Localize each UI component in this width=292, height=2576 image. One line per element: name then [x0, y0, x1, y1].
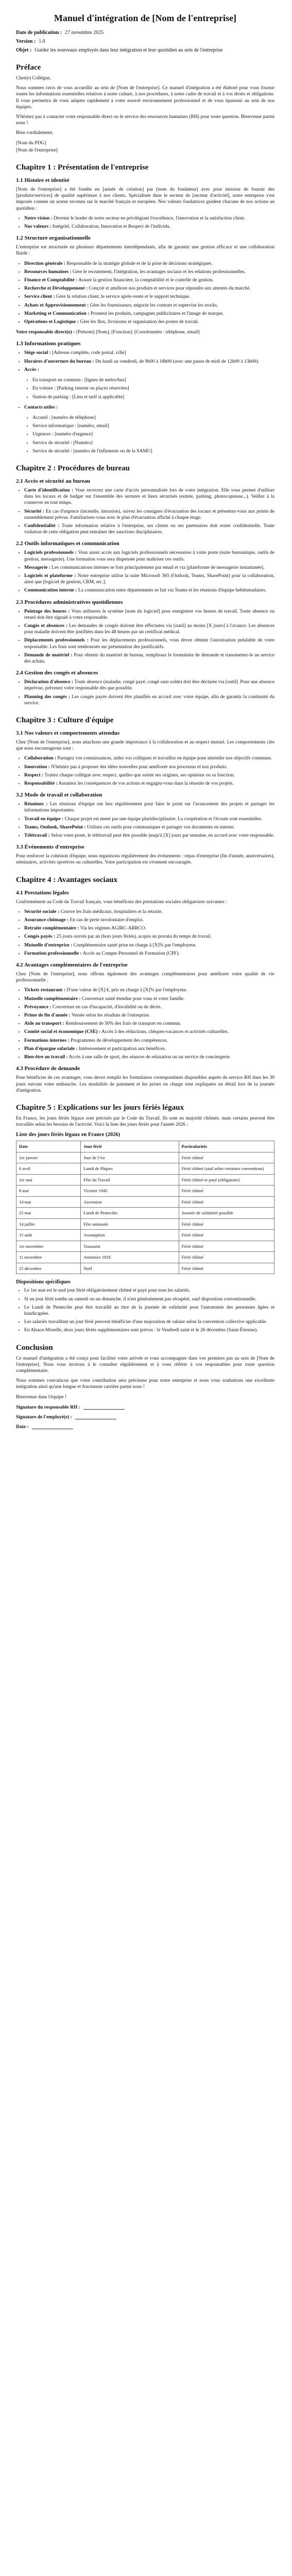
bullet-list — [16, 350, 274, 373]
list-item — [24, 934, 274, 940]
table-cell: 14 mai — [16, 1196, 81, 1208]
list-item: • Les salariés travaillant un jour férié peuvent bénéficier d'une majoration de salaire selon la convention collective applicable. — [24, 1319, 274, 1325]
section-paragraph: En France, les jours fériés légaux sont précisés par le Code du Travail. Ils sont en majorité chômés, mais certains peuvent être travaillés selon les besoins de l'activité. Voici la liste des jours fériés pour l'année 2026 : — [16, 1115, 274, 1128]
table-row — [16, 1263, 274, 1274]
table-cell: Armistice 1918 — [81, 1252, 179, 1263]
table-cell: Journée de solidarité possible — [179, 1208, 274, 1219]
meta-value: 1.0 — [39, 39, 45, 44]
table-body — [16, 1152, 274, 1274]
list-item — [24, 925, 274, 931]
section-heading: 1.2 Structure organisationnelle — [16, 235, 91, 242]
list-item-label: Ressources humaines : — [24, 269, 72, 275]
list-item — [24, 350, 274, 356]
list-item-text: Conçoit et améliore nos produits et services pour répondre aux attentes du marché. — [89, 286, 251, 292]
list-item-text: Gère les flux, livraisons et organisation des postes de travail. — [80, 319, 199, 325]
list-item-text: Couverture en cas d'incapacité, d'invalidité ou de décès. — [52, 1004, 162, 1010]
table-cell: Férié chômé — [179, 1218, 274, 1230]
section-heading: 3.3 Événements d'entreprise — [16, 844, 84, 851]
list-item-text: Couverture santé étendue pour vous et votre famille. — [81, 996, 185, 1002]
list-item — [24, 694, 274, 706]
list-item-text: Les congés payés doivent être planifiés en accord avec votre équipe, afin de garantir la continuité du service. — [24, 694, 274, 706]
list-item — [24, 917, 274, 923]
section-heading: 3.1 Nos valeurs et comportements attendus — [16, 730, 120, 736]
bullet-list — [16, 1287, 274, 1333]
table-header-cell: Jour férié — [81, 1141, 179, 1153]
signature-label: Signature de l'employé(e) : — [16, 1414, 72, 1420]
list-item-text: Gère les fournisseurs, négocie les contrats et supervise les stocks. — [90, 302, 218, 308]
list-item — [24, 302, 274, 309]
list-item — [24, 942, 274, 948]
table-cell: Férié chômé — [179, 1152, 274, 1163]
list-item-label: Siège social : — [24, 350, 51, 356]
list-item: • Service informatique : [numéro, email] — [32, 423, 274, 429]
table-cell: Jour de l'An — [81, 1152, 179, 1163]
table-header-cell: Date — [16, 1141, 81, 1153]
list-item: • Service de sécurité : [Numéro] — [32, 440, 274, 446]
table-cell: 1er janvier — [16, 1152, 81, 1163]
section-heading: 2.3 Procédures administratives quotidiennes — [16, 599, 123, 605]
list-item-label: Planning des congés : — [24, 694, 71, 700]
list-item-label: Collaboration : — [24, 756, 57, 761]
list-item-label: Demande de matériel : — [24, 652, 73, 658]
section-paragraph: Chez [Nom de l'entreprise], nous attachons une grande importance à la collaboration et au respect mutuel. Les comportements clés que nous encourageons sont : — [16, 740, 274, 752]
list-item-text: D'une valeur de [X] €, pris en charge à [X]% par l'employeur. — [66, 988, 187, 993]
signature-line — [16, 1423, 274, 1431]
bullet-list — [16, 487, 274, 535]
bullet-list — [16, 215, 274, 230]
table-cell: Fête nationale — [81, 1218, 179, 1230]
bullet-list — [16, 679, 274, 706]
table-cell: Férié chômé — [179, 1185, 274, 1197]
list-item-text: Gère la relation client, le service après-vente et le support technique. — [56, 294, 191, 300]
section-paragraph: Chez [Nom de l'entreprise], nous offrons également des avantages complémentaires pour améliorer votre qualité de vie professionnelle : — [16, 972, 274, 984]
list-item-text: Intéressement et participation aux bénéfices. — [79, 1046, 166, 1052]
section-heading: 4.2 Avantages complémentaires de l'entreprise — [16, 962, 128, 969]
bullet-list — [16, 608, 274, 665]
list-item-label: Déplacements professionnels : — [24, 638, 89, 643]
list-item-text: Accès à une salle de sport, des séances de relaxation ou un service de conciergerie. — [68, 1055, 231, 1060]
table-row — [16, 1163, 274, 1175]
list-item-label: Direction générale : — [24, 261, 66, 266]
list-item-text: Notre entreprise utilise la suite Microsoft 365 (Outlook, Teams, SharePoint) pour la collaboration, ainsi que [logiciel de gestion, CRM, etc.]. — [24, 573, 275, 585]
table-cell: 11 novembre — [16, 1252, 81, 1263]
list-item-label: Horaires d'ouverture du bureau : — [24, 359, 94, 364]
list-item-label: Finance et Comptabilité : — [24, 278, 78, 283]
list-item-text: Toute absence (maladie, congé payé, congé sans solde) doit être déclarée via [outil]. Pour une absence imprévue, prévenez votre responsable dès que possible. — [24, 680, 274, 691]
list-item — [24, 909, 274, 915]
meta-row — [16, 30, 274, 36]
list-item — [24, 311, 274, 317]
meta-label: Objet : — [16, 47, 32, 53]
table-cell: Noël — [81, 1263, 179, 1274]
list-item-label: Recherche et Développement : — [24, 286, 88, 292]
list-item-text: Utilisez ces outils pour communiquer et partager vos documents en interne. — [87, 824, 235, 830]
table-row — [16, 1174, 274, 1185]
section-paragraph: Pour bénéficier de ces avantages, vous devez remplir les formulaires correspondants disponibles auprès du service RH dans les 30 jours suivant votre embauche. Les modalités de paiement et les prises en charge sont expliquées en détail lors de la journée d'intégration. — [16, 1075, 274, 1093]
table-row — [16, 1252, 274, 1263]
list-item-label: Respect : — [24, 772, 44, 778]
list-item-text: Accès à des réductions, chèques-vacances et activités culturelles. — [101, 1029, 229, 1035]
list-item — [24, 764, 274, 770]
preface-signer: [Nom du PDG] — [16, 140, 46, 146]
list-item-text: Pour obtenir du matériel de bureau, remplissez le formulaire de demande et transmettez-le au service des achats. — [24, 652, 274, 664]
table-cell: 1er novembre — [16, 1241, 81, 1252]
meta-label: Date de publication : — [16, 30, 62, 36]
list-item-label: Plan d'épargne salariale : — [24, 1046, 78, 1052]
preface-signer-role: [Nom de l'entreprise] — [16, 147, 58, 153]
list-item-label: Formations internes : — [24, 1038, 70, 1043]
section-heading: 4.1 Prestations légales — [16, 889, 69, 896]
table-cell: Lundi de Pâques — [81, 1163, 179, 1175]
list-item — [24, 1029, 274, 1035]
list-item-text: En cas de perte involontaire d'emploi. — [70, 918, 144, 923]
list-item — [24, 679, 274, 691]
list-item-label: Sécurité : — [24, 509, 45, 514]
conclusion-heading: Conclusion — [16, 1343, 53, 1352]
list-item-label: Notre vision : — [24, 215, 53, 221]
director-value: [Prénom] [Nom], [Fonction]. [Coordonnées : téléphone, email] — [76, 330, 200, 335]
signature-rule — [75, 1414, 116, 1419]
list-item — [24, 269, 274, 275]
preface-paragraph: N'hésitez pas à contacter votre responsable direct ou le service des ressources humaines (RH) pour toute question. Bienvenue parmi nous ! — [16, 114, 274, 126]
sub-bullet-list — [16, 415, 274, 454]
document-meta — [16, 30, 274, 54]
table-cell: 15 août — [16, 1230, 81, 1241]
list-item-text: Complémentaire santé prise en charge à [X]% par l'employeur. — [73, 942, 197, 948]
section-heading: 2.1 Accès et sécurité au bureau — [16, 478, 90, 484]
list-item — [24, 951, 274, 957]
table-row — [16, 1185, 274, 1197]
list-item — [24, 573, 274, 585]
conclusion-paragraph: Nous sommes convaincus que votre contribution sera précieuse pour notre entreprise et nous vous souhaitons une excellente intégration ainsi qu'une longue et fructueuse carrière parmi nous ! — [16, 1378, 274, 1390]
holidays-table — [16, 1141, 274, 1274]
list-item — [24, 294, 274, 300]
table-cell: Férié chômé — [179, 1241, 274, 1252]
signature-line — [16, 1404, 274, 1411]
list-item-label: Accès : — [24, 367, 39, 372]
list-item: • Le Lundi de Pentecôte peut être travaillé au titre de la journée de solidarité pour l'autonomie des personnes âgées et handicapées. — [24, 1304, 274, 1317]
list-item-text: Vous utiliserez le système [nom du logiciel] pour enregistrer vos heures de travail. Toute absence ou retard doit être signalé à votre responsable. — [24, 608, 274, 620]
list-item-text: Remboursement de 50% des frais de transport en commun. — [65, 1021, 181, 1027]
signature-label: Date : — [16, 1424, 29, 1430]
list-item — [24, 623, 274, 635]
table-cell: Toussaint — [81, 1241, 179, 1252]
document-title: Manuel d'intégration de [Nom de l'entreprise] — [54, 13, 237, 23]
bullet-list — [16, 755, 274, 787]
signature-rule — [83, 1404, 125, 1410]
list-item-label: Messagerie : — [24, 565, 50, 570]
list-item — [24, 996, 274, 1002]
list-item — [24, 833, 274, 839]
table-title: Liste des jours fériés légaux en France (2026) — [16, 1132, 121, 1138]
table-header-row — [16, 1141, 274, 1153]
list-item: • Le 1er mai est le seul jour férié obligatoirement chômé et payé pour tous les salariés. — [24, 1287, 274, 1294]
list-item — [24, 509, 274, 521]
signature-block — [16, 1404, 274, 1431]
list-item-text: En cas d'urgence (incendie, intrusion), suivez les consignes d'évacuation des locaux et présentez-vous aux points de rassemblement prévus. Familiarisez-vous avec le plan d'évacuation affiché à chaque étage. — [24, 509, 274, 520]
list-item-text: N'hésitez pas à proposer des idées nouvelles pour améliorer nos processus et nos produits. — [51, 764, 228, 770]
list-item-label: Télétravail : — [24, 833, 50, 839]
section-paragraph: Conformément au Code du Travail français, vous bénéficiez des prestations sociales obligatoires suivantes : — [16, 899, 227, 905]
table-cell: Férié chômé — [179, 1230, 274, 1241]
subsection-heading: Dispositions spécifiques — [16, 1279, 71, 1285]
table-cell: Lundi de Pentecôte — [81, 1208, 179, 1219]
preface-salutation: Cher(e) Collègue, — [16, 76, 51, 81]
section-paragraph: [Nom de l'entreprise] a été fondée en [année de création] par [nom du fondateur] avec pour mission de fournir des [produits/services] de qualité supérieure à nos clients. Spécialisée dans le secteur de [secteur d'activité], notre entreprise s'est imposée comme un acteur reconnu sur le marché français et européen. Nos valeurs fondatrices guident chacune de nos actions au quotidien : — [16, 187, 274, 211]
table-header-cell: Particularités — [179, 1141, 274, 1153]
table-cell: 1er mai — [16, 1174, 81, 1185]
list-item: • En transport en commun : [lignes de métro/bus] — [32, 377, 274, 383]
meta-value: 27 novembre 2025 — [65, 30, 104, 36]
list-item-label: Service client : — [24, 294, 55, 300]
list-item-label: Formation professionnelle : — [24, 951, 82, 956]
list-item-label: Mutuelle complémentaire : — [24, 996, 81, 1002]
list-item — [24, 637, 274, 650]
preface-heading: Préface — [16, 63, 41, 72]
list-item — [24, 224, 274, 230]
list-item-label: Prévoyance : — [24, 1004, 51, 1010]
list-item: • Urgences : [numéro d'urgence] — [32, 431, 274, 437]
bullet-list — [16, 801, 274, 839]
list-item — [24, 824, 274, 831]
list-item-text: [Adresse complète, code postal, ville] — [52, 350, 126, 356]
document-page — [0, 13, 292, 1431]
list-item-label: Contacts utiles : — [24, 404, 58, 410]
table-cell: 8 mai — [16, 1185, 81, 1197]
list-item — [24, 608, 274, 621]
list-item: • Station de parking : [Lieu et tarif si applicable] — [32, 394, 274, 400]
list-item-label: Aide au transport : — [24, 1021, 64, 1027]
list-item — [24, 587, 274, 594]
table-cell: 14 juillet — [16, 1218, 81, 1230]
table-row — [16, 1241, 274, 1252]
bullet-list — [16, 404, 274, 411]
meta-row — [16, 39, 274, 45]
list-item-text: Programmes de développement des compétences. — [70, 1038, 168, 1043]
list-item — [24, 523, 274, 535]
list-item-text: Toute information relative à l'entreprise, ses clients ou ses partenaires doit rester confidentielle. Toute violation de cette obligation peut entraîner des sanctions disciplinaires. — [24, 523, 274, 535]
list-item-text: Selon votre poste, le télétravail peut être possible jusqu'à [X] jours par semaine, en accord avec votre responsable. — [51, 833, 274, 839]
bullet-list — [16, 987, 274, 1060]
section-paragraph: Pour renforcer la cohésion d'équipe, nous organisons régulièrement des événements : repas d'entreprise (fin d'année, anniversaires), séminaires, activités sportives ou culturelles. Votre participation est vivement encouragée. — [16, 854, 274, 866]
list-item-label: Opérations et Logistique : — [24, 319, 79, 325]
list-item-label: Congés payés : — [24, 934, 56, 940]
list-item-label: Pointage des heures : — [24, 608, 70, 614]
section-heading: 2.2 Outils informatiques et communication — [16, 540, 119, 547]
list-item — [24, 652, 274, 665]
list-item: • Accueil : [numéro de téléphone] — [32, 415, 274, 421]
table-row — [16, 1152, 274, 1163]
list-item-text: Couvre les frais médicaux, hospitaliers et la retraite. — [60, 909, 163, 914]
list-item-text: Intégrité, Collaboration, Innovation et Respect de l'individu. — [53, 224, 171, 230]
section-heading: 2.4 Gestion des congés et absences — [16, 670, 98, 676]
director-label: Votre responsable direct(e) : — [16, 330, 75, 335]
list-item-label: Responsabilité : — [24, 781, 58, 787]
list-item-label: Marketing et Communication : — [24, 311, 90, 316]
list-item — [24, 1046, 274, 1052]
list-item — [24, 781, 274, 787]
list-item — [24, 404, 274, 411]
list-item-text: Accès au Compte Personnel de Formation (CPF). — [82, 951, 180, 956]
table-cell: Victoire 1945 — [81, 1185, 179, 1197]
list-item-label: Carte d'identification : — [24, 487, 74, 493]
sub-bullet-list — [16, 377, 274, 400]
table-row — [16, 1230, 274, 1241]
signature-label: Signature du responsable RH : — [16, 1404, 80, 1410]
list-item-text: Vous recevrez une carte d'accès personnalisée lors de votre intégration. Elle vous permet d'utiliser dans les locaux et de badger sur l'ensemble des serrures et lieux sécurisés (entrée, parking, photocopieuse...). Veillez à la conserver en tout temps. — [24, 487, 274, 506]
list-item — [24, 1012, 274, 1019]
list-item-label: Innovation : — [24, 764, 50, 770]
list-item-label: Travail en équipe : — [24, 816, 64, 822]
chapter-heading: Chapitre 5 : Explications sur les jours fériés légaux — [16, 1103, 184, 1112]
section-paragraph: L'entreprise est structurée en plusieurs départements interdépendants, afin de garantir une gestion efficace et une collaboration fluide : — [16, 245, 274, 257]
list-item-text: Devenir le leader de notre secteur en privilégiant l'excellence, l'innovation et la satisfaction client. — [54, 215, 246, 221]
list-item — [24, 367, 274, 373]
list-item-label: Communication interne : — [24, 588, 77, 594]
table-cell: Ascension — [81, 1196, 179, 1208]
table-cell: Fête du Travail — [81, 1174, 179, 1185]
list-item — [24, 987, 274, 993]
meta-row — [16, 47, 274, 54]
director-line — [16, 329, 274, 335]
list-item-label: Déclaration d'absence : — [24, 680, 74, 685]
list-item — [24, 285, 274, 292]
list-item-text: Les communications internes se font principalement par email et via [plateforme de messagerie instantanée]. — [51, 565, 265, 570]
list-item-label: Réunions : — [24, 802, 48, 807]
table-cell: Férié chômé — [179, 1263, 274, 1274]
list-item-label: Prime de fin d'année : — [24, 1013, 71, 1019]
list-item-text: Traitez chaque collègue avec respect, quelles que soient ses origines, ses opinions ou sa fonction. — [44, 772, 235, 778]
bullet-list — [16, 261, 274, 326]
list-item-text: Via les régimes AGIRC-ARRCO. — [80, 926, 146, 931]
table-cell: Férié chômé — [179, 1252, 274, 1263]
table-cell: Férié chômé (sauf selon certaines conventions) — [179, 1163, 274, 1175]
list-item-label: Sécurité sociale : — [24, 909, 60, 914]
list-item-label: Assurance chômage : — [24, 918, 69, 923]
list-item-label: Logiciels professionnels : — [24, 550, 77, 556]
table-row — [16, 1196, 274, 1208]
list-item — [24, 487, 274, 506]
list-item-label: Achats et Approvisionnement : — [24, 302, 89, 308]
table-cell: 6 avril — [16, 1163, 81, 1175]
preface-signoff: Bien cordialement, — [16, 130, 54, 136]
chapter-heading: Chapitre 4 : Avantages sociaux — [16, 875, 117, 884]
list-item-text: Pour les déplacements professionnels, vous devez obtenir l'autorisation préalable de votre responsable. Les frais sont remboursés sur présentation des justificatifs. — [24, 638, 275, 650]
bullet-list — [16, 909, 274, 957]
list-item — [24, 359, 274, 365]
section-heading: 1.3 Informations pratiques — [16, 341, 81, 347]
list-item — [24, 215, 274, 222]
list-item-label: Logiciels et plateforme : — [24, 573, 76, 579]
section-heading: 3.2 Mode de travail et collaboration — [16, 792, 102, 799]
table-row — [16, 1208, 274, 1219]
bullet-list — [16, 550, 274, 594]
chapter-heading: Chapitre 2 : Procédures de bureau — [16, 464, 130, 472]
table-cell: Férié chômé — [179, 1196, 274, 1208]
list-item-text: Les réunions d'équipe ont lieu régulièrement pour faire le point sur l'avancement des projets et partager les informations importantes. — [24, 802, 274, 814]
list-item — [24, 772, 274, 778]
table-cell: 25 décembre — [16, 1263, 81, 1274]
list-item-text: Chaque projet est mené par une équipe pluridisciplinaire. La coopération et l'écoute sont essentielles. — [64, 816, 263, 822]
list-item-text: Promeut les produits, campagnes publicitaires et l'image de marque. — [90, 311, 224, 316]
list-item-text: Partagez vos connaissances, aidez vos collègues et travaillez en équipe pour atteindre nos objectifs communs. — [57, 756, 272, 761]
list-item — [24, 261, 274, 267]
list-item-text: 25 jours ouvrés par an (hors jours fériés), acquis au prorata du temps de travail. — [56, 934, 212, 940]
list-item-label: Comité social et économique (CSE) : — [24, 1029, 101, 1035]
table-row — [16, 1218, 274, 1230]
list-item-text: Les demandes de congés doivent être effectuées via [outil] au moins [X jours] à l'avance. Les absences pour maladie doivent être justifiées dans les 48 heures par un certificat médical. — [24, 623, 275, 635]
list-item — [24, 319, 274, 325]
list-item-label: Bien-être au travail : — [24, 1055, 68, 1060]
list-item-text: La communication entre départements se fait via Teams et les réunions d'équipe hebdomadaires. — [78, 588, 267, 594]
list-item-label: Mutuelle d'entreprise : — [24, 942, 73, 948]
list-item — [24, 1054, 274, 1060]
signature-line — [16, 1414, 274, 1421]
list-item — [24, 755, 274, 761]
list-item-label: Nos valeurs : — [24, 224, 51, 230]
list-item-label: Retraite complémentaire : — [24, 926, 79, 931]
list-item — [24, 565, 274, 571]
list-item-label: Teams, Outlook, SharePoint : — [24, 824, 86, 830]
list-item — [24, 277, 274, 283]
meta-value: Guider les nouveaux employés dans leur intégration et leur quotidien au sein de l'entreprise — [35, 47, 223, 53]
meta-label: Version : — [16, 39, 36, 44]
section-heading: 1.1 Histoire et identité — [16, 177, 70, 184]
list-item-text: Assumez les conséquences de vos actions et engagez-vous dans la réussite de vos projets. — [58, 781, 234, 787]
list-item-label: Congés et absences : — [24, 623, 68, 629]
list-item — [24, 801, 274, 814]
section-heading: 4.3 Procédure de demande — [16, 1065, 80, 1072]
list-item-label: Tickets restaurant : — [24, 988, 65, 993]
chapter-heading: Chapitre 1 : Présentation de l'entreprise — [16, 163, 149, 172]
chapter-heading: Chapitre 3 : Culture d'équipe — [16, 716, 114, 724]
list-item: • En Alsace-Moselle, deux jours fériés supplémentaires sont prévus : le Vendredi saint et le 26 décembre (Saint-Étienne). — [24, 1327, 274, 1333]
list-item — [24, 550, 274, 562]
table-cell: 25 mai — [16, 1208, 81, 1219]
signature-rule — [32, 1423, 73, 1429]
list-item: • En voiture : [Parking interne ou places réservées] — [32, 385, 274, 392]
list-item — [24, 816, 274, 822]
table-cell: Férié chômé et payé (obligatoire) — [179, 1174, 274, 1185]
conclusion-paragraph: Bienvenue dans l'équipe ! — [16, 1394, 67, 1400]
list-item-label: Confidentialité : — [24, 523, 60, 529]
list-item-text: Gère le recrutement, l'intégration, les avantages sociaux et les relations professionnelles. — [73, 269, 246, 275]
table-cell: Assomption — [81, 1230, 179, 1241]
list-item: • Service de sécurité : [numéro de l'infirmerie ou de la SAMU] — [32, 448, 274, 454]
list-item — [24, 1021, 274, 1027]
list-item-text: Vous aurez accès aux logiciels professionnels nécessaires à votre poste (suite bureautique, outils de gestion, messagerie). Une formation vous sera dispensée pour maîtriser ces outils. — [24, 550, 274, 562]
list-item — [24, 1038, 274, 1044]
list-item — [24, 1004, 274, 1010]
list-item-text: Du lundi au vendredi, de 9h00 à 18h00 (avec une pause de midi de 12h00 à 13h00). — [95, 359, 260, 364]
list-item-text: Responsable de la stratégie globale et de la prise de décisions stratégiques. — [66, 261, 213, 266]
list-item-text: Versée selon les résultats de l'entreprise. — [71, 1013, 150, 1019]
list-item-text: Assure la gestion financière, la comptabilité et le contrôle de gestion. — [78, 278, 214, 283]
preface-paragraph: Nous sommes ravis de vous accueillir au sein de [Nom de l'entreprise]. Ce manuel d'intégration a été élaboré pour vous fournir toutes les informations essentielles relatives à notre culture, à nos procédures, à notre cadre de travail et à vos droits et obligations. Il vous permettra de vous adapter rapidement à votre nouvel environnement professionnel et de vous épanouir au sein de nos équipes. — [16, 86, 274, 110]
list-item: • Si un jour férié tombe un samedi ou un dimanche, il n'est généralement pas récupéré, sauf disposition conventionnelle. — [24, 1296, 274, 1302]
conclusion-paragraph: Ce manuel d'intégration a été conçu pour faciliter votre arrivée et vous accompagner dans vos premiers pas au sein de [Nom de l'entreprise]. Nous vous invitons à le consulter régulièrement et à vous référer à vos responsables pour toute question complémentaire. — [16, 1355, 274, 1374]
